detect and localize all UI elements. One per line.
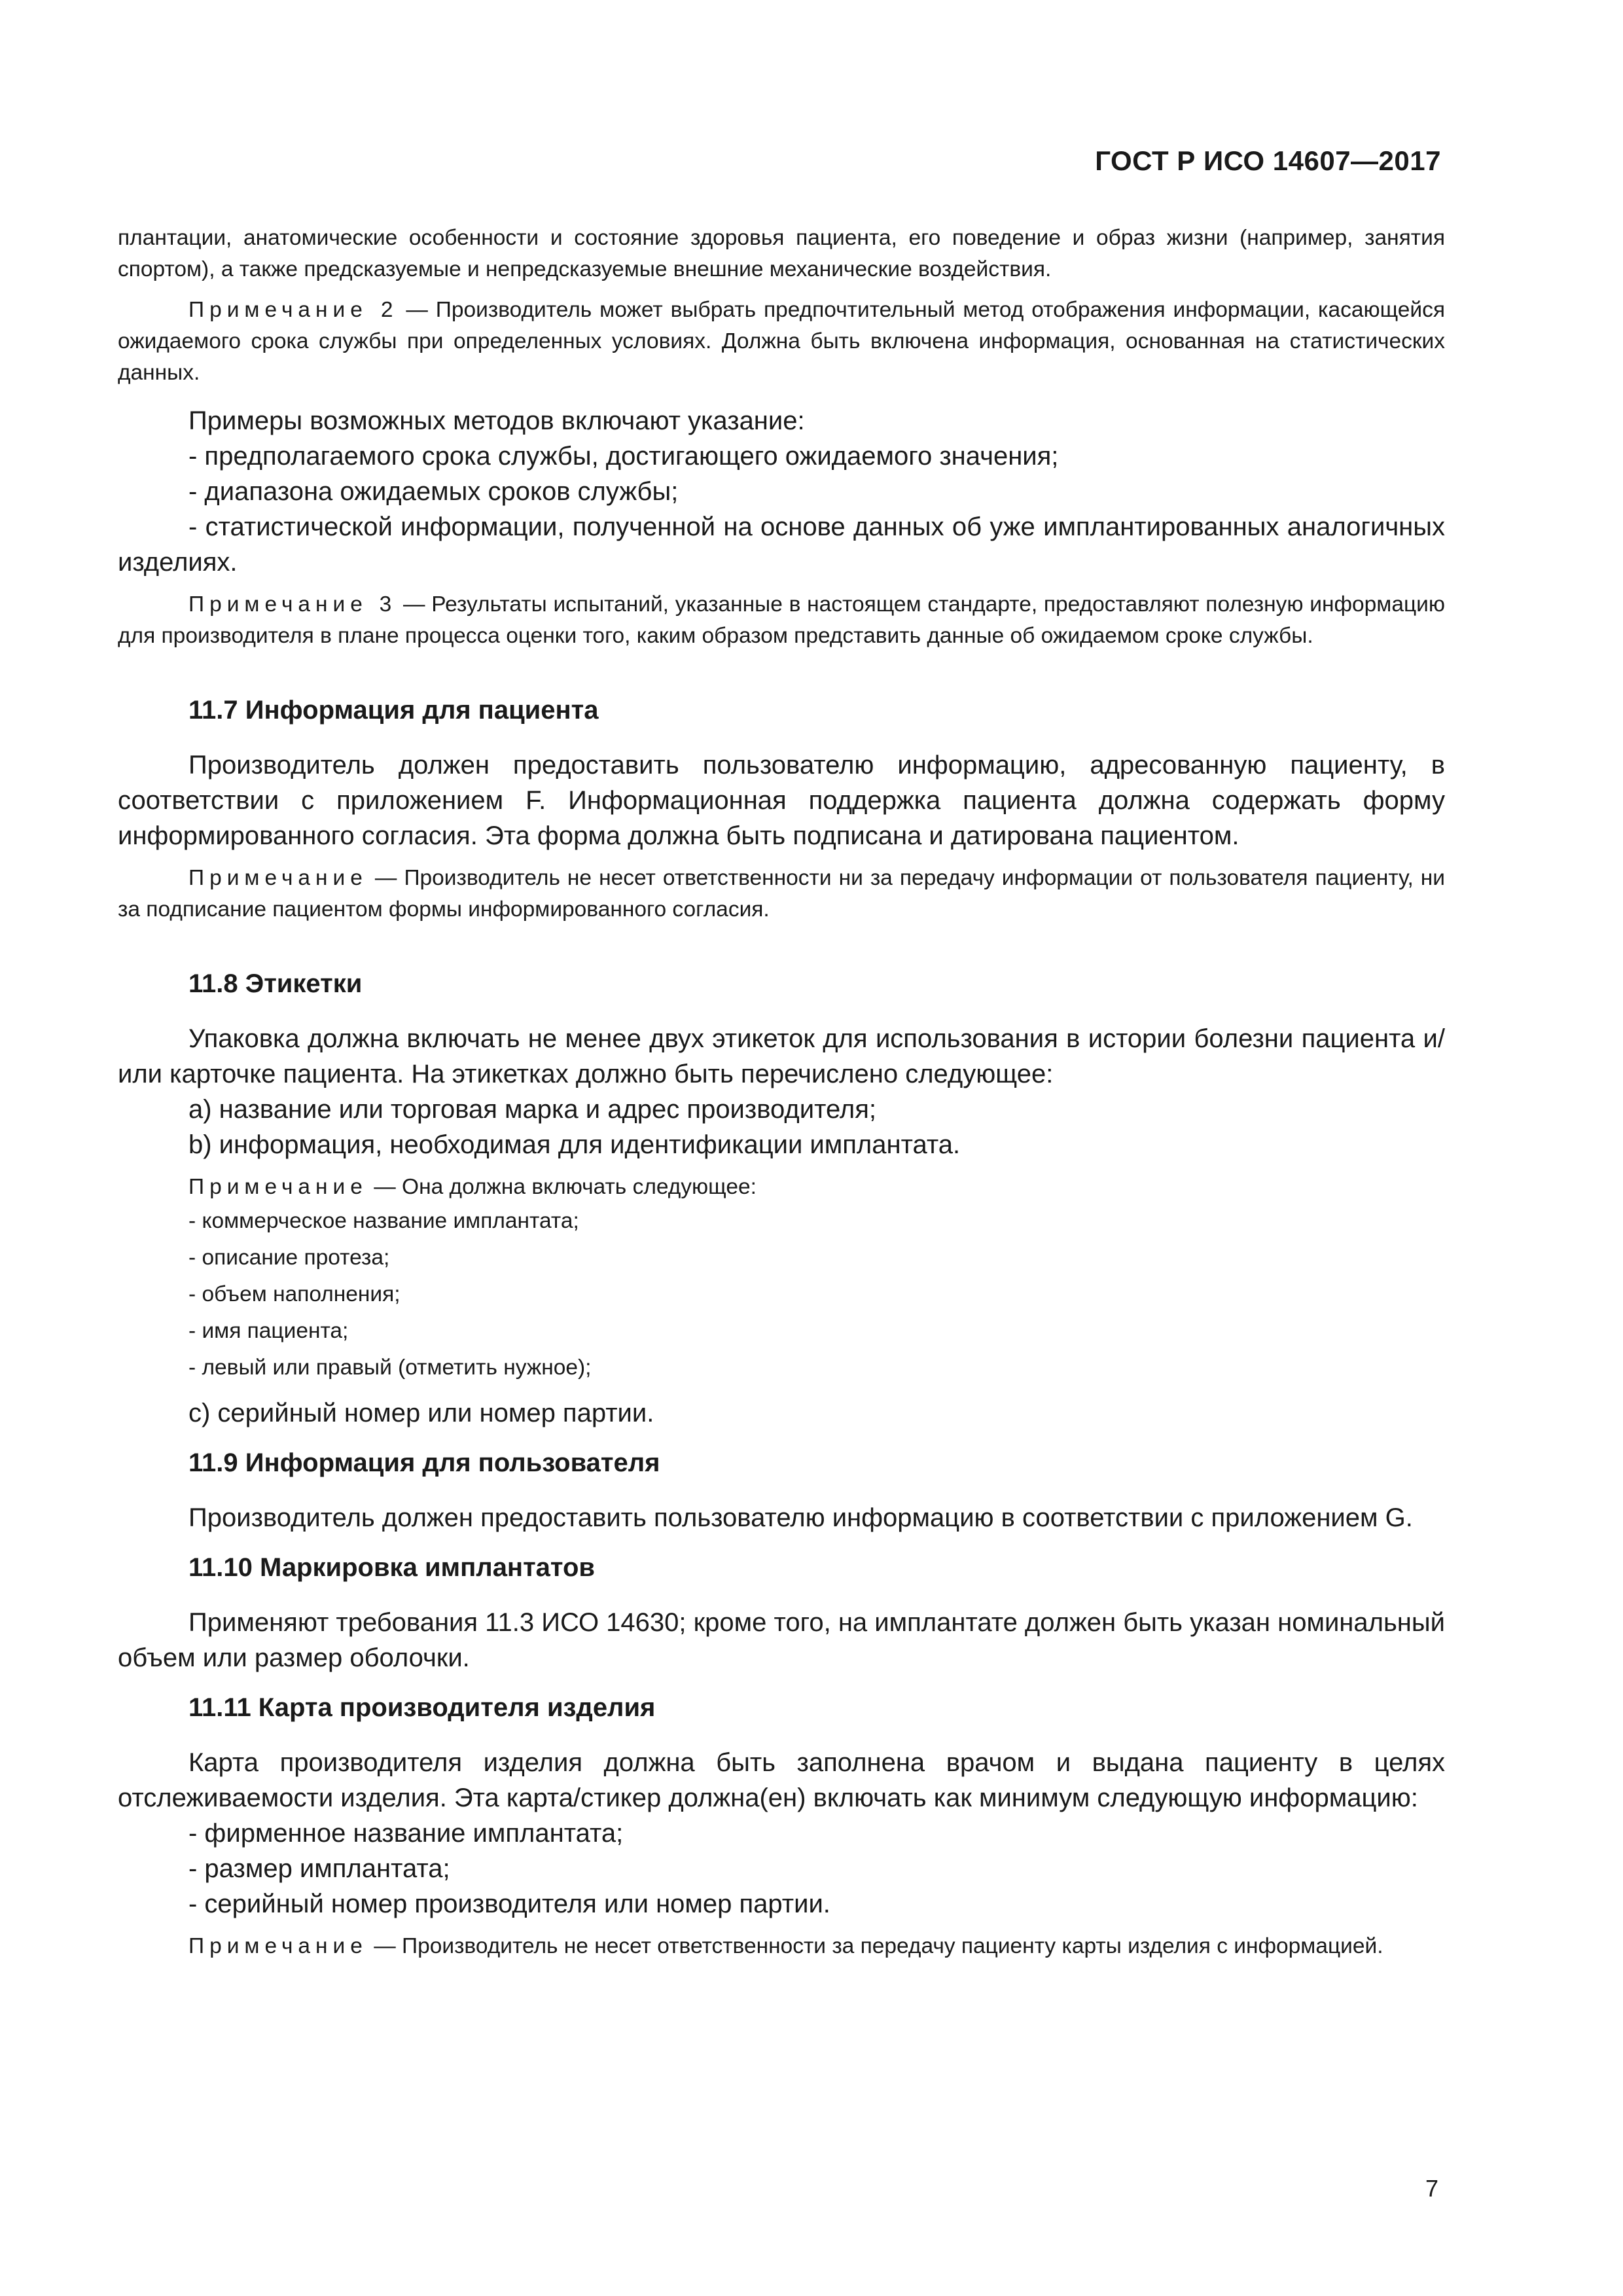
note-list-item: - описание протеза; bbox=[188, 1246, 390, 1270]
page-content bbox=[118, 223, 1445, 1962]
note-11-7 bbox=[118, 863, 1445, 925]
section-text-11-7: Производитель должен предоставить пользователю информацию, адресованную пациенту, в соответствии с приложением F. Информационная поддержка пациента должна содержать форму информированного согласия. Эта форма должна быть подписана и датирована пациентом. bbox=[118, 751, 1445, 850]
note-label: Примечание 3 bbox=[188, 592, 397, 617]
list-item: - статистической информации, полученной на основе данных об уже имплантированных аналогичных изделиях. bbox=[118, 512, 1445, 577]
list-item: - диапазона ожидаемых сроков службы; bbox=[188, 477, 679, 506]
section-text-11-10: Применяют требования 11.3 ИСО 14630; кроме того, на имплантате должен быть указан номинальный объем или размер оболочки. bbox=[118, 1608, 1445, 1672]
list-item: - размер имплантата; bbox=[188, 1854, 450, 1883]
note-list-item: - объем наполнения; bbox=[188, 1282, 401, 1306]
list-item-b: b) информация, необходимая для идентификации имплантата. bbox=[188, 1130, 961, 1159]
page-number: 7 bbox=[1425, 2175, 1438, 2202]
section-heading-11-7: 11.7 Информация для пациента bbox=[188, 696, 599, 725]
note-11-11 bbox=[118, 1931, 1445, 1962]
note-list-item: - имя пациента; bbox=[188, 1319, 349, 1343]
note-list-item: - коммерческое название имплантата; bbox=[188, 1209, 579, 1233]
section-text-11-9: Производитель должен предоставить пользователю информацию в соответствии с приложением G. bbox=[188, 1503, 1413, 1532]
note-text: — Производитель может выбрать предпочтительный метод отображения информации, касающейся ожидаемого срока службы при определенных условиях. Должна быть включена информация, основанная на статистических данных. bbox=[118, 298, 1445, 385]
section-heading-11-9: 11.9 Информация для пользователя bbox=[188, 1448, 660, 1477]
examples-intro: Примеры возможных методов включают указание: bbox=[188, 406, 805, 435]
note-2 bbox=[118, 295, 1445, 389]
section-heading-11-8: 11.8 Этикетки bbox=[188, 969, 363, 998]
section-heading-11-11: 11.11 Карта производителя изделия bbox=[188, 1693, 656, 1722]
note-text: — Производитель не несет ответственности ни за передачу информации от пользователя пациенту, ни за подписание пациентом формы информированного согласия. bbox=[118, 866, 1445, 922]
note-text: — Результаты испытаний, указанные в настоящем стандарте, предоставляют полезную информацию для производителя в плане процесса оценки того, каким образом представить данные об ожидаемом сроке службы. bbox=[118, 592, 1445, 648]
note-text: — Она должна включать следующее: bbox=[367, 1175, 757, 1199]
standard-code-header: ГОСТ Р ИСО 14607—2017 bbox=[1095, 145, 1441, 176]
section-text-11-8: Упаковка должна включать не менее двух этикеток для использования в истории болезни пациента и/или карточке пациента. На этикетках должно быть перечислено следующее: bbox=[118, 1024, 1445, 1088]
list-item-c: c) серийный номер или номер партии. bbox=[188, 1399, 654, 1427]
note-text: — Производитель не несет ответственности за передачу пациенту карты изделия с информацией. bbox=[367, 1934, 1383, 1958]
note-11-8 bbox=[118, 1172, 1445, 1203]
continued-paragraph: плантации, анатомические особенности и состояние здоровья пациента, его поведение и образ жизни (например, занятия спортом), а также предсказуемые и непредсказуемые внешние механические воздействия. bbox=[118, 226, 1445, 281]
note-label: Примечание bbox=[188, 866, 368, 890]
note-label: Примечание bbox=[188, 1934, 368, 1958]
note-3 bbox=[118, 589, 1445, 652]
note-label: Примечание 2 bbox=[188, 298, 399, 322]
list-item: - фирменное название имплантата; bbox=[188, 1819, 624, 1848]
list-item: - предполагаемого срока службы, достигающего ожидаемого значения; bbox=[188, 442, 1059, 471]
note-list-item: - левый или правый (отметить нужное); bbox=[188, 1355, 592, 1380]
note-label: Примечание bbox=[188, 1175, 368, 1199]
section-text-11-11: Карта производителя изделия должна быть заполнена врачом и выдана пациенту в целях отслеживаемости изделия. Эта карта/стикер должна(ен) включать как минимум следующую информацию: bbox=[118, 1748, 1445, 1812]
section-heading-11-10: 11.10 Маркировка имплантатов bbox=[188, 1553, 596, 1582]
list-item-a: a) название или торговая марка и адрес производителя; bbox=[188, 1095, 876, 1124]
list-item: - серийный номер производителя или номер партии. bbox=[188, 1890, 830, 1918]
